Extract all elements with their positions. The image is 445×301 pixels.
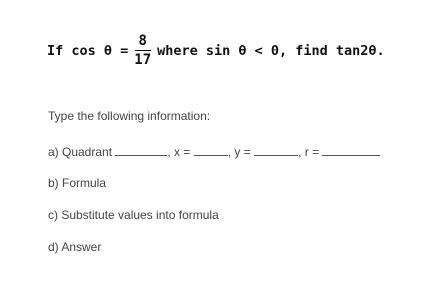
r-blank[interactable]: [322, 145, 380, 156]
problem-question: find tan2θ.: [295, 42, 385, 59]
problem-prefix: If cos θ =: [47, 42, 129, 59]
problem-statement: [47, 34, 385, 67]
part-d-label: d) Answer: [48, 240, 102, 254]
part-a-label: a) Quadrant: [48, 145, 113, 159]
cosine-fraction: [132, 34, 153, 67]
fraction-numerator: 8: [138, 33, 147, 49]
y-label: , y =: [227, 145, 251, 159]
fraction-denominator: 17: [134, 52, 152, 68]
quadrant-blank[interactable]: [115, 145, 167, 156]
x-blank[interactable]: [194, 145, 228, 156]
problem-condition: where sin θ < 0,: [157, 42, 288, 59]
r-label: , r =: [298, 145, 320, 159]
part-a-row: [48, 145, 380, 159]
part-c-label: c) Substitute values into formula: [48, 208, 219, 222]
y-blank[interactable]: [254, 145, 298, 156]
x-label: , x =: [167, 145, 191, 159]
instructions-text: Type the following information:: [48, 109, 211, 123]
part-b-label: b) Formula: [48, 176, 107, 190]
